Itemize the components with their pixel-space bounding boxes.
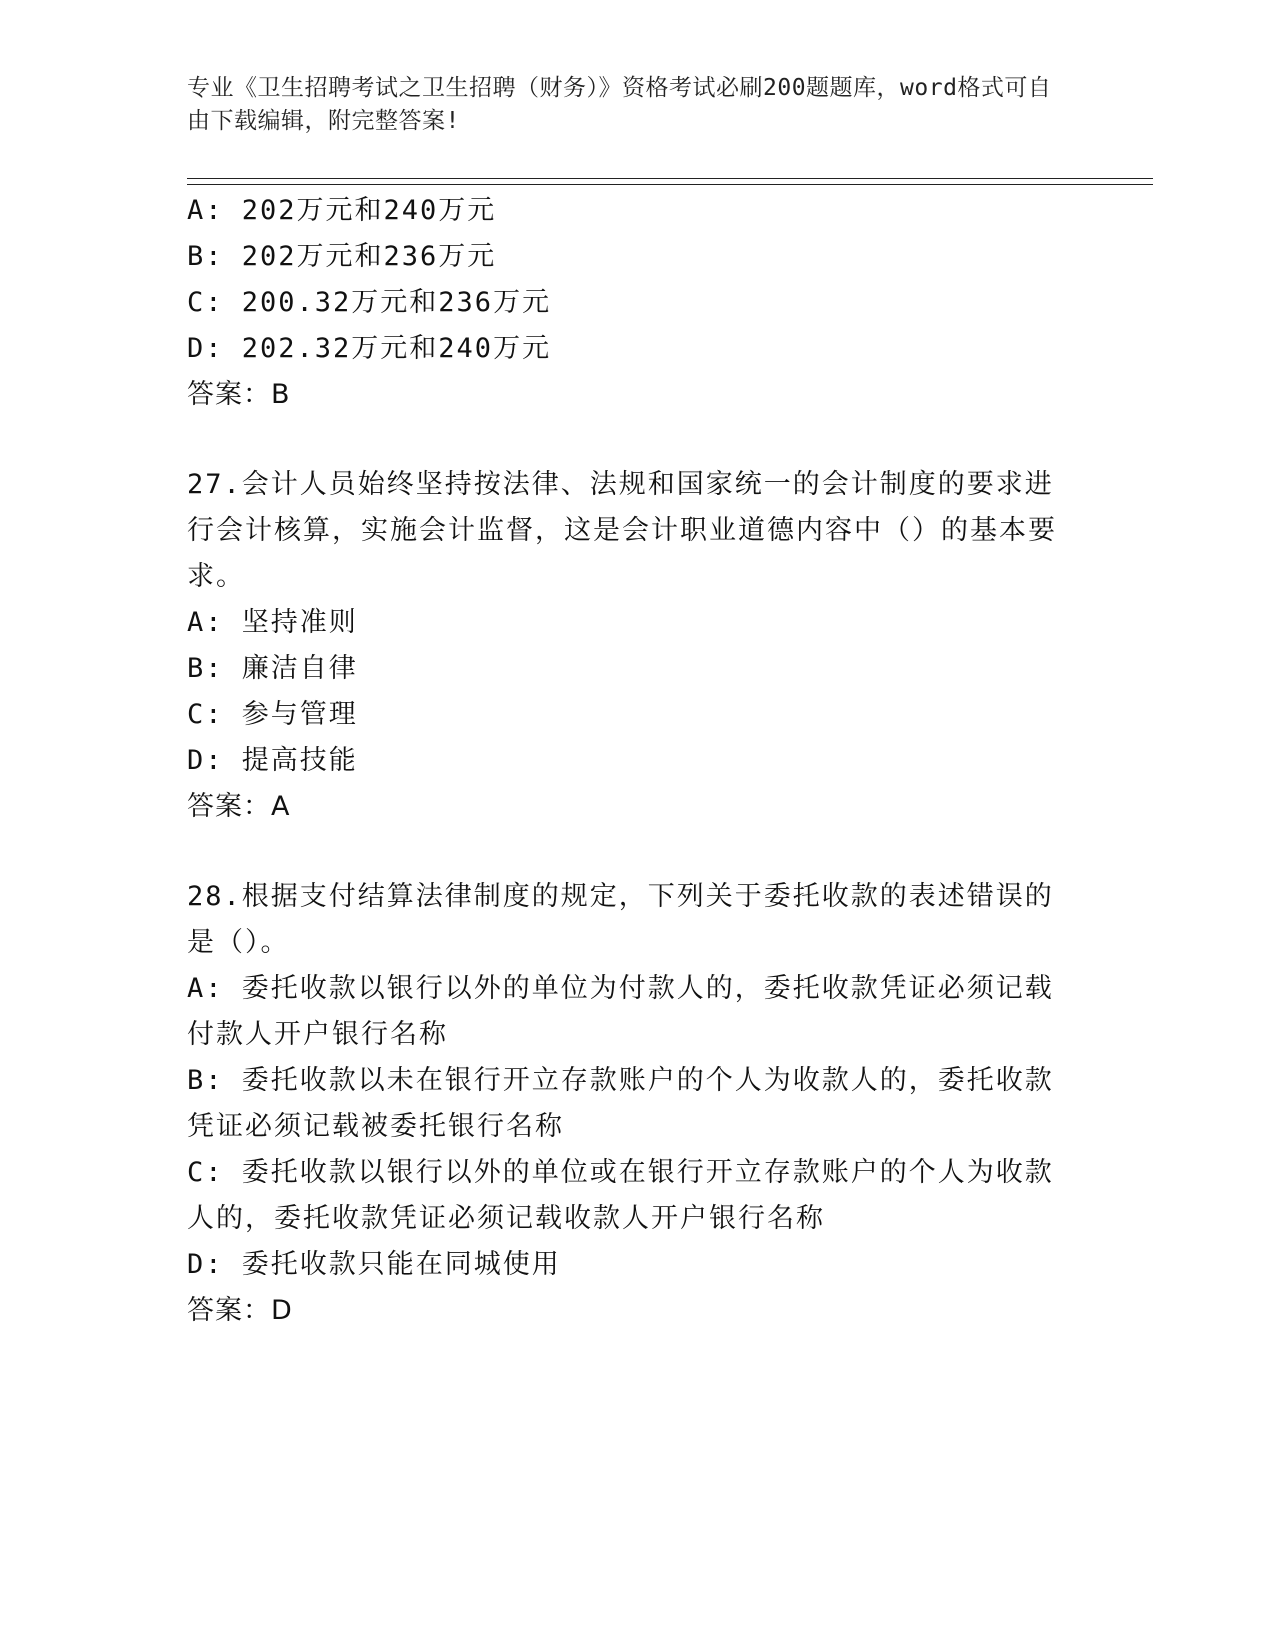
option-b: B: 廉洁自律 — [187, 653, 358, 684]
option-c: C: 200.32万元和236万元 — [187, 287, 552, 318]
answer-line: 答案：D — [187, 1295, 293, 1326]
answer-line: 答案：A — [187, 791, 291, 822]
option-b: B: 委托收款以未在银行开立存款账户的个人为收款人的，委托收款凭证必须记载被委托银行名称 — [187, 1065, 1054, 1142]
option-a: A: 委托收款以银行以外的单位为付款人的，委托收款凭证必须记载付款人开户银行名称 — [187, 973, 1054, 1050]
question-block-26 — [187, 188, 1067, 418]
option-d: D: 提高技能 — [187, 745, 358, 776]
question-text: 28.根据支付结算法律制度的规定，下列关于委托收款的表述错误的是（）。 — [187, 881, 1054, 958]
option-c: C: 委托收款以银行以外的单位或在银行开立存款账户的个人为收款人的，委托收款凭证必须记载收款人开户银行名称 — [187, 1157, 1054, 1234]
option-a: A: 202万元和240万元 — [187, 195, 497, 226]
option-d: D: 202.32万元和240万元 — [187, 333, 552, 364]
header-divider — [187, 178, 1153, 185]
option-b: B: 202万元和236万元 — [187, 241, 497, 272]
document-body — [187, 188, 1067, 1334]
question-text: 27.会计人员始终坚持按法律、法规和国家统一的会计制度的要求进行会计核算，实施会计监督，这是会计职业道德内容中（）的基本要求。 — [187, 469, 1057, 592]
question-block-28 — [187, 874, 1067, 1334]
option-a: A: 坚持准则 — [187, 607, 358, 638]
page-header: 专业《卫生招聘考试之卫生招聘（财务）》资格考试必刷200题题库，word格式可自由下载编辑，附完整答案! — [187, 75, 1052, 134]
question-block-27 — [187, 462, 1067, 830]
option-d: D: 委托收款只能在同城使用 — [187, 1249, 561, 1280]
answer-line: 答案：B — [187, 379, 291, 410]
option-c: C: 参与管理 — [187, 699, 358, 730]
